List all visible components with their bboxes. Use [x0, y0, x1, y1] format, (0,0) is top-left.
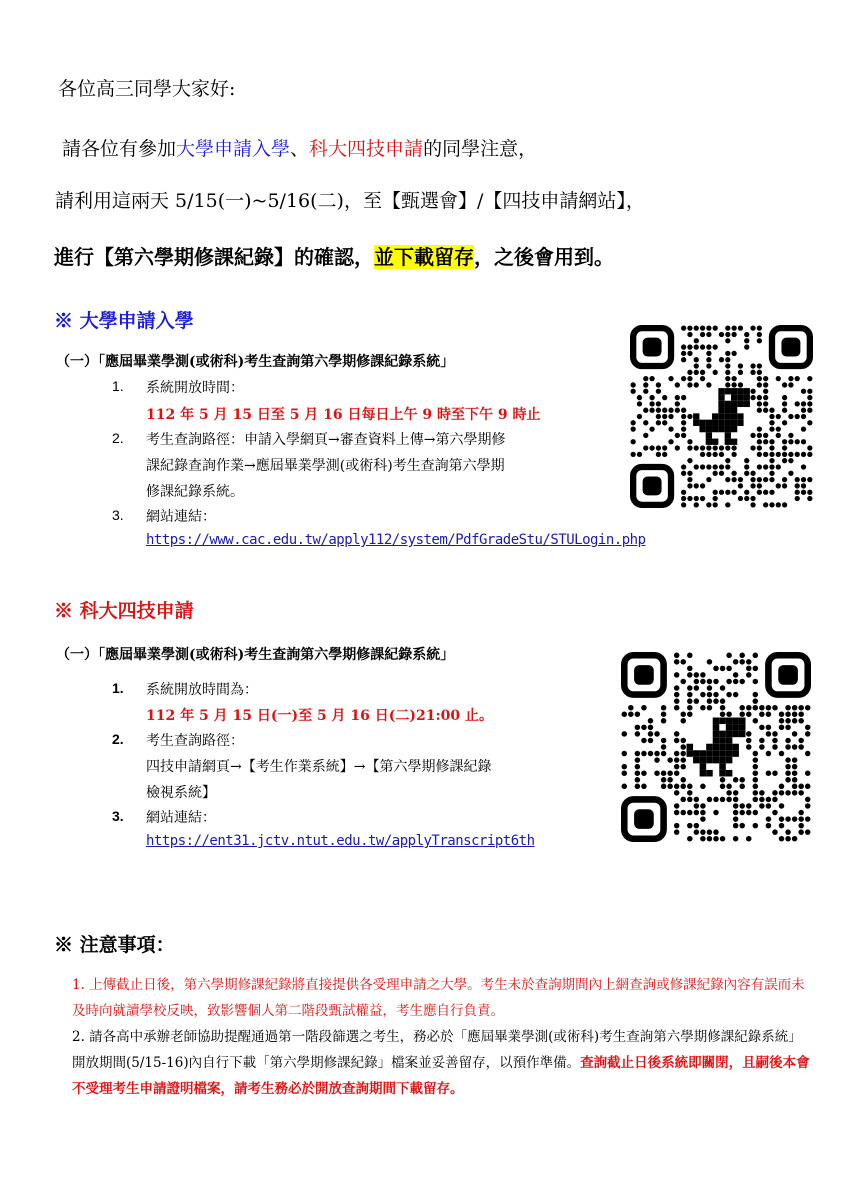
- section2-item2-line2: 四技申請網頁→【考生作業系統】→【第六學期修課紀錄: [146, 759, 492, 775]
- intro-line-1: [62, 134, 537, 161]
- section1-item1-label: 系統開放時間：: [146, 380, 244, 396]
- section1-item2-line2: 課紀錄查詢作業→應屆畢業學測(或術科)考生查詢第六學期: [146, 458, 505, 474]
- section2-title: （一）「應屆畢業學測(或術科)考生查詢第六學期修課紀錄系統」: [56, 647, 455, 663]
- intro-line3-highlight: 並下載留存: [374, 245, 474, 269]
- section2-item2-label: 考生查詢路徑：: [146, 733, 244, 749]
- notes-paragraph-2: [72, 1024, 812, 1102]
- notes-paragraph-1: 1. 上傳截止日後，第六學期修課紀錄將直接提供各受理申請之大學。考生未於查詢期間內上網查詢或修課紀錄內容有誤而未及時向就讀學校反映，致影響個人第二階段甄試權益，考生應自行負責。: [72, 977, 805, 1019]
- section1-num-2: 2.: [112, 430, 124, 446]
- notes-paragraph-2-text: 2. 請各高中承辦老師協助提醒通過第一階段篩選之考生，務必於「應屆畢業學測(或術科)考生查詢第六學期修課紀錄系統」開放期間(5/15-16)內自行下載「第六學期修課紀錄」檔案並妥善留存，以預作準備。: [72, 1029, 802, 1071]
- section1-item1-value: 112 年 5 月 15 日至 5 月 16 日每日上午 9 時至下午 9 時止: [146, 407, 541, 423]
- section2-item3-label: 網站連結：: [146, 810, 216, 826]
- section2-num-1: 1.: [112, 680, 124, 696]
- section1-heading: ※ 大學申請入學: [54, 310, 194, 332]
- qr-code-icon: [630, 325, 813, 508]
- section2-heading: ※ 科大四技申請: [54, 600, 194, 622]
- intro-line1-pre: 請各位有參加: [62, 138, 177, 160]
- greeting: 各位高三同學大家好:: [58, 78, 236, 100]
- qr-code-icon: [621, 652, 811, 842]
- intro-line-3: [54, 241, 614, 270]
- section2-item1-label: 系統開放時間為：: [146, 682, 258, 698]
- intro-line3-pre: 進行【第六學期修課紀錄】的確認，: [54, 245, 374, 269]
- section1-num-3: 3.: [112, 507, 124, 523]
- section1-item3-label: 網站連結：: [146, 509, 216, 525]
- section2-website-link[interactable]: https://ent31.jctv.ntut.edu.tw/applyTranscript6th: [146, 833, 535, 849]
- section1-num-1: 1.: [112, 378, 124, 394]
- intro-line1-a: 大學申請入學: [176, 138, 291, 160]
- section1-title: （一）「應屆畢業學測(或術科)考生查詢第六學期修課紀錄系統」: [56, 354, 455, 370]
- section2-num-3: 3.: [112, 808, 124, 824]
- section2-num-2: 2.: [112, 731, 124, 747]
- section1-item2-line3: 修課紀錄系統。: [146, 484, 244, 500]
- section2-item1-value: 112 年 5 月 15 日(一)至 5 月 16 日(二)21:00 止。: [146, 708, 494, 724]
- intro-line-2: 請利用這兩天 5/15(一)~5/16(二)，至【甄選會】/【四技申請網站】，: [55, 190, 645, 212]
- intro-line1-sep: 、: [290, 138, 310, 160]
- intro-line1-post: 的同學注意，: [423, 138, 538, 160]
- section1-item2-line1: 考生查詢路徑：申請入學網頁→審查資料上傳→第六學期修: [146, 432, 506, 448]
- notes-paragraph-2-bold: 查詢截止日後系統即關閉，且嗣後本會不受理考生申請證明檔案，請考生務必於開放查詢期間下載留存。: [72, 1055, 810, 1097]
- section1-website-link[interactable]: https://www.cac.edu.tw/apply112/system/PdfGradeStu/STULogin.php: [146, 532, 646, 548]
- intro-line3-post: ，之後會用到。: [474, 245, 614, 269]
- section2-item2-line3: 檢視系統】: [146, 785, 216, 801]
- intro-line1-b: 科大四技申請: [309, 138, 424, 160]
- notes-heading: ※ 注意事項：: [54, 934, 175, 956]
